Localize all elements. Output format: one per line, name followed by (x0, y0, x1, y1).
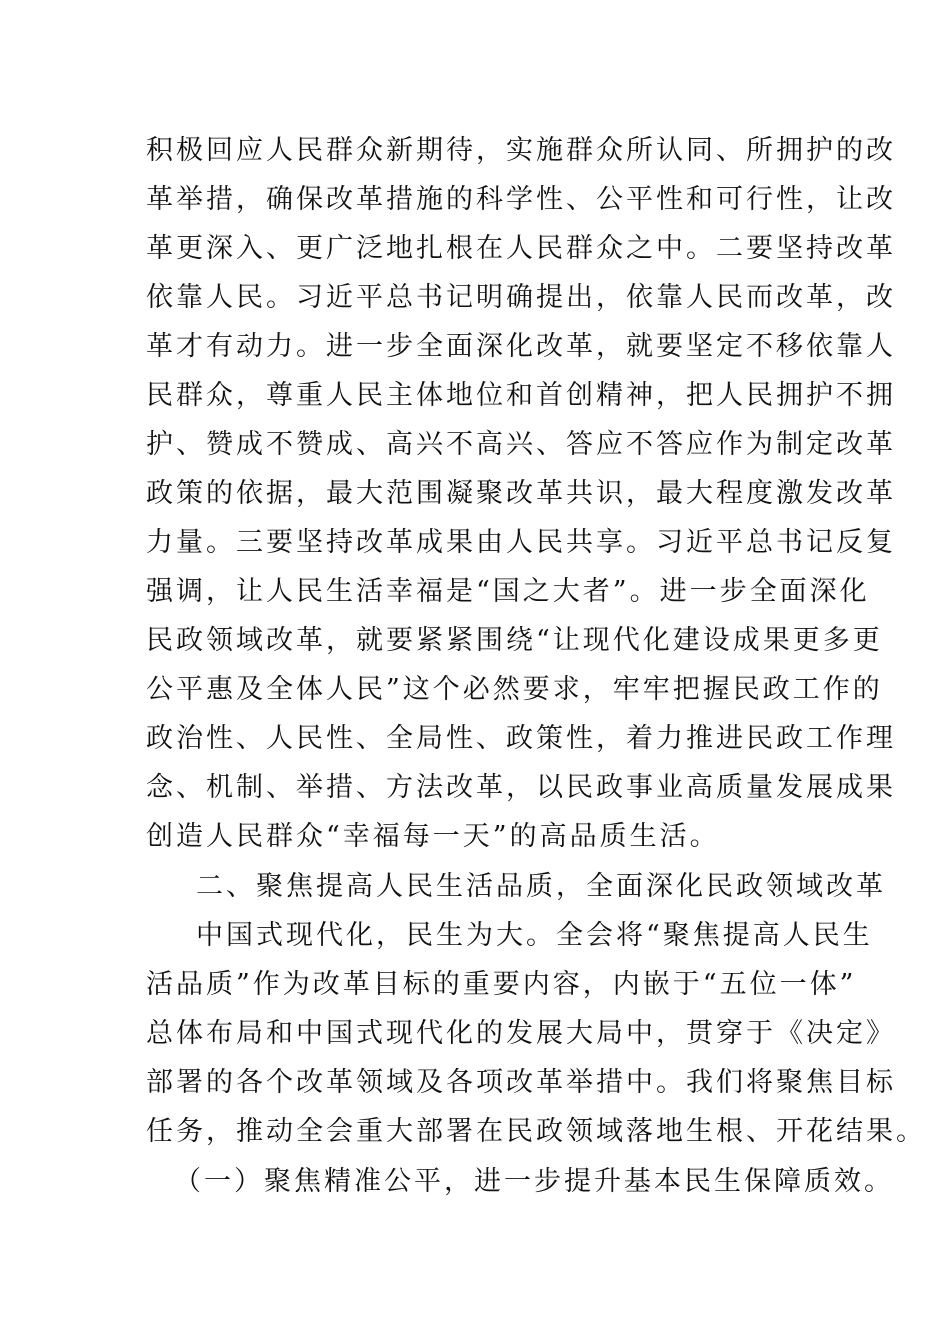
subsection-heading: （一）聚焦精准公平，进一步提升基本民生保障质效。 (174, 1166, 894, 1197)
text-line: 中国式现代化，民生为大。全会将“聚焦提高人民生 (196, 920, 873, 951)
text-line: 民政领域改革，就要紧紧围绕“让现代化建设成果更多更 (146, 625, 883, 656)
text-line: 创造人民群众“幸福每一天”的高品质生活。 (146, 821, 720, 852)
text-line: 革更深入、更广泛地扎根在人民群众之中。二要坚持改革 (146, 233, 896, 264)
text-line: 总体布局和中国式现代化的发展大局中，贯穿于《决定》 (146, 1018, 896, 1049)
text-line: 革举措，确保改革措施的科学性、公平性和可行性，让改 (146, 184, 896, 215)
text-line: 部署的各个改革领域及各项改革举措中。我们将聚焦目标 (146, 1067, 896, 1098)
text-line: 念、机制、举措、方法改革，以民政事业高质量发展成果 (146, 772, 896, 803)
text-line: 任务，推动全会重大部署在民政领域落地生根、开花结果。 (146, 1116, 926, 1147)
text-line: 强调，让人民生活幸福是“国之大者”。进一步全面深化 (146, 576, 870, 607)
text-line: 依靠人民。习近平总书记明确提出，依靠人民而改革，改 (146, 282, 896, 313)
text-line: 政治性、人民性、全局性、政策性，着力推进民政工作理 (146, 723, 896, 754)
section-heading: 二、聚焦提高人民生活品质，全面深化民政领域改革 (196, 871, 886, 902)
text-line: 民群众，尊重人民主体地位和首创精神，把人民拥护不拥 (146, 380, 896, 411)
text-line: 活品质”作为改革目标的重要内容，内嵌于“五位一体” (146, 969, 857, 1000)
text-line: 积极回应人民群众新期待，实施群众所认同、所拥护的改 (146, 135, 896, 166)
text-line: 护、赞成不赞成、高兴不高兴、答应不答应作为制定改革 (146, 429, 896, 460)
text-line: 公平惠及全体人民”这个必然要求，牢牢把握民政工作的 (146, 674, 883, 705)
text-line: 力量。三要坚持改革成果由人民共享。习近平总书记反复 (146, 527, 896, 558)
text-line: 革才有动力。进一步全面深化改革，就要坚定不移依靠人 (146, 331, 896, 362)
text-line: 政策的依据，最大范围凝聚改革共识，最大程度激发改革 (146, 478, 896, 509)
